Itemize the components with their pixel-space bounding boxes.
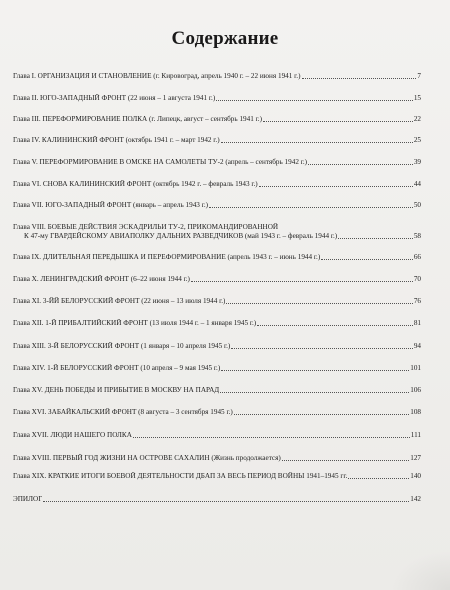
dot-leader (263, 120, 413, 122)
toc-entry-title: Глава XIV. 1-Й БЕЛОРУССКИЙ ФРОНТ (10 апреля – 9 мая 1945 г.) (13, 364, 221, 372)
toc-page-number: 22 (413, 115, 421, 123)
dot-leader (221, 141, 413, 143)
toc-page-number: 108 (410, 408, 421, 416)
toc-entry (13, 342, 421, 351)
dot-leader (308, 163, 413, 165)
toc-entry (13, 454, 421, 463)
toc-entry (13, 94, 421, 103)
dot-leader (226, 302, 412, 304)
toc-page-number: 58 (413, 232, 421, 240)
dot-leader (191, 280, 413, 282)
toc-entry-title: Глава XIII. 3-Й БЕЛОРУССКИЙ ФРОНТ (1 января – 10 апреля 1945 г.) (13, 342, 231, 350)
toc-page-number: 106 (410, 386, 421, 394)
toc-entry (13, 115, 421, 124)
toc-entry (13, 386, 421, 395)
toc-entry (13, 408, 421, 417)
toc-page-number: 39 (413, 158, 421, 166)
toc-entry-title: Глава II. ЮГО-ЗАПАДНЫЙ ФРОНТ (22 июня – 1 августа 1941 г.) (13, 94, 216, 102)
toc-entry (13, 223, 421, 241)
toc-entry-title: Глава XVIII. ПЕРВЫЙ ГОД ЖИЗНИ НА ОСТРОВЕ САХАЛИН (Жизнь продолжается) (13, 454, 281, 462)
toc-page-number: 127 (410, 454, 421, 462)
toc-entry-title: ЭПИЛОГ (13, 495, 43, 503)
dot-leader (216, 99, 413, 101)
page-title: Содержание (171, 28, 279, 49)
toc-page-number: 44 (413, 180, 421, 188)
toc-entry-title: Глава IX. ДЛИТЕЛЬНАЯ ПЕРЕДЫШКА И ПЕРЕФОРМИРОВАНИЕ (апрель 1943 г. – июнь 1944 г.) (13, 253, 321, 261)
toc-entry (13, 275, 421, 284)
toc-entry-title: Глава VIII. БОЕВЫЕ ДЕЙСТВИЯ ЭСКАДРИЛЬИ ТУ-2, ПРИКОМАНДИРОВАННОЙ (13, 223, 279, 231)
toc-entry (13, 319, 421, 328)
toc-page-number: 76 (413, 297, 421, 305)
toc-entry-title: Глава XI. 3-ЙЙ БЕЛОРУССКИЙ ФРОНТ (22 июня – 13 июля 1944 г.) (13, 297, 226, 305)
dot-leader (133, 436, 410, 438)
toc-page-number: 25 (413, 136, 421, 144)
toc-entry (13, 253, 421, 262)
dot-leader (43, 500, 409, 502)
toc-entry-title: Глава X. ЛЕНИНГРАДСКИЙ ФРОНТ (6–22 июня 1944 г.) (13, 275, 190, 283)
toc-entry-title: Глава XIX. КРАТКИЕ ИТОГИ БОЕВОЙ ДЕЯТЕЛЬНОСТИ ДБАП ЗА ВЕСЬ ПЕРИОД ВОЙНЫ 1941–1945 гг. (13, 472, 348, 480)
dot-leader (257, 324, 413, 326)
dot-leader (231, 347, 412, 349)
dot-leader (282, 459, 409, 461)
dot-leader (348, 477, 409, 479)
toc-page-number: 66 (413, 253, 421, 261)
toc-entry (13, 472, 421, 481)
page-corner-shadow (390, 550, 450, 590)
toc-entry (13, 431, 421, 440)
toc-entry-title: Глава V. ПЕРЕФОРМИРОВАНИЕ В ОМСКЕ НА САМОЛЕТЫ ТУ-2 (апрель – сентябрь 1942 г.) (13, 158, 308, 166)
toc-entry-title: Глава VI. СНОВА КАЛИНИНСКИЙ ФРОНТ (октябрь 1942 г. – февраль 1943 г.) (13, 180, 258, 188)
dot-leader (259, 185, 413, 187)
toc-entry-title: Глава XVI. ЗАБАЙКАЛЬСКИЙ ФРОНТ (8 августа – 3 сентября 1945 г.) (13, 408, 233, 416)
toc-entry-title: Глава XII. 1-Й ПРИБАЛТИЙСКИЙ ФРОНТ (13 июля 1944 г. – 1 января 1945 г.) (13, 319, 257, 327)
toc-entry (13, 297, 421, 306)
toc-entry (13, 158, 421, 167)
toc-entry (13, 180, 421, 189)
dot-leader (221, 369, 409, 371)
dot-leader (338, 237, 413, 239)
toc-page-number: 140 (410, 472, 421, 480)
dot-leader (234, 413, 409, 415)
toc-entry (13, 364, 421, 373)
dot-leader (302, 77, 417, 79)
toc-entry-title: Глава I. ОРГАНИЗАЦИЯ И СТАНОВЛЕНИЕ (г. Кировоград, апрель 1940 г. – 22 июня 1941 г.) (13, 72, 301, 80)
dot-leader (209, 206, 413, 208)
dot-leader (321, 258, 413, 260)
toc-entry-title: Глава III. ПЕРЕФОРМИРОВАНИЕ ПОЛКА (г. Липецк, август – сентябрь 1941 г.) (13, 115, 262, 123)
toc-page-number: 81 (413, 319, 421, 327)
toc-page-number: 101 (410, 364, 421, 372)
toc-entry-title: Глава VII. ЮГО-ЗАПАДНЫЙ ФРОНТ (январь – апрель 1943 г.) (13, 201, 209, 209)
toc-page-number: 111 (410, 431, 421, 439)
toc-entry (13, 136, 421, 145)
toc-entry-title-continued: К 47-му ГВАРДЕЙСКОМУ АВИАПОЛКУ ДАЛЬНИХ РАЗВЕДЧИКОВ (май 1943 г. – февраль 1944 г.) (24, 232, 338, 240)
toc-page-number: 15 (413, 94, 421, 102)
toc-page-number: 70 (413, 275, 421, 283)
dot-leader (220, 391, 409, 393)
toc-entry (13, 495, 421, 504)
toc-page-number: 94 (413, 342, 421, 350)
toc-entry-title: Глава IV. КАЛИНИНСКИЙ ФРОНТ (октябрь 1941 г. – март 1942 г.) (13, 136, 220, 144)
toc-page-number: 7 (417, 72, 421, 80)
toc-entry (13, 72, 421, 81)
toc-entry-title: Глава XVII. ЛЮДИ НАШЕГО ПОЛКА (13, 431, 132, 439)
toc-entry (13, 201, 421, 210)
toc-entry-title: Глава XV. ДЕНЬ ПОБЕДЫ И ПРИБЫТИЕ В МОСКВУ НА ПАРАД (13, 386, 220, 394)
toc-page-number: 142 (410, 495, 421, 503)
toc-page-number: 50 (413, 201, 421, 209)
